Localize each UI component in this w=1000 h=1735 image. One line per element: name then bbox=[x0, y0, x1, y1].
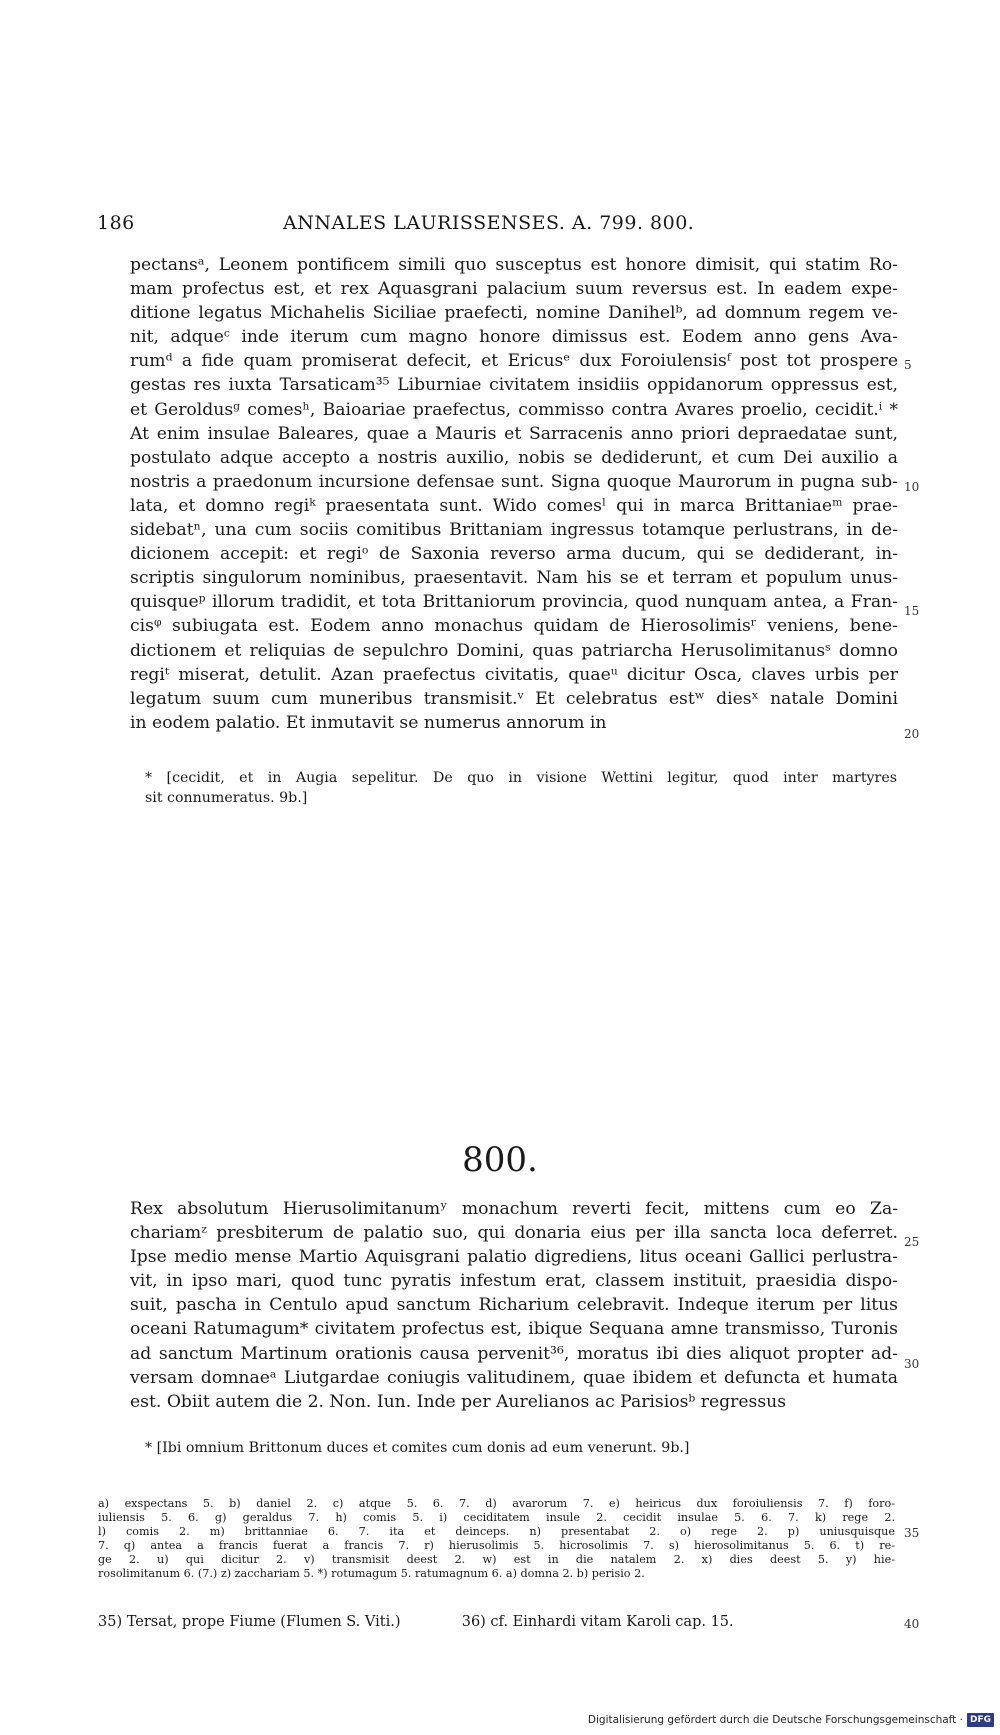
margin-line-number: 15 bbox=[904, 604, 920, 618]
margin-line-number: 5 bbox=[904, 358, 912, 372]
text-line: suit, pascha in Centulo apud sanctum Richarium celebravit. Indeque iterum per litus bbox=[130, 1295, 898, 1316]
variant-readings-apparatus bbox=[98, 1497, 895, 1581]
text-line: pectansᵃ, Leonem pontificem simili quo susceptus est honore dimisit, qui statim Ro- bbox=[130, 255, 898, 275]
text-line: mam profectus est, et rex Aquasgrani palacium suum reversus est. In eadem expe- bbox=[130, 279, 898, 300]
margin-line-number: 35 bbox=[904, 1526, 920, 1540]
text-line: 7. q) antea a francis fuerat a francis 7. r) hierusolimis 5. hicrosolimis 7. s) hierosolimitanus 5. 6. t) re- bbox=[98, 1539, 895, 1552]
margin-line-number: 20 bbox=[904, 727, 920, 741]
footnotes bbox=[98, 1614, 895, 1630]
text-line: l) comis 2. m) brittanniae 6. 7. ita et deinceps. n) presentabat 2. o) rege 2. p) uniusquisque bbox=[98, 1525, 895, 1538]
text-line: * [Ibi omnium Brittonum duces et comites cum donis ad eum venerunt. 9b.] bbox=[145, 1440, 690, 1456]
text-line: rosolimitanum 6. (7.) z) zacchariam 5. *) rotumagum 5. ratumagnum 6. a) domna 2. b) perisio 2. bbox=[98, 1567, 645, 1580]
main-text-800 bbox=[130, 1197, 898, 1414]
text-line: quisqueᵖ illorum tradidit, et tota Brittaniorum provincia, quod nunquam antea, a Fran- bbox=[130, 592, 898, 613]
text-line: sidebatⁿ, una cum sociis comitibus Brittaniam ingressus totamque perlustrans, in de- bbox=[130, 520, 898, 541]
text-line: versam domnaeᵃ Liutgardae coniugis valitudinem, quae ibidem et defuncta et humata bbox=[130, 1367, 898, 1388]
text-line: est. Obiit autem die 2. Non. Iun. Inde per Aurelianos ac Parisiosᵇ regressus bbox=[130, 1391, 787, 1412]
text-line: nostris a praedonum incursione defensae sunt. Signa quoque Maurorum in pugna sub- bbox=[130, 471, 898, 492]
text-line: ge 2. u) qui dicitur 2. v) transmisit deest 2. w) est in die natalem 2. x) dies deest 5. y) hie- bbox=[98, 1553, 895, 1566]
text-line: et Geroldusᵍ comesʰ, Baioariae praefectus, commisso contra Avares proelio, cecidit.ⁱ * bbox=[130, 399, 898, 420]
digitization-text: Digitalisierung gefördert durch die Deutsche Forschungsgemeinschaft · bbox=[587, 1714, 963, 1726]
year-heading-800: 800. bbox=[462, 1140, 538, 1180]
text-line: legatum suum cum muneribus transmisit.ᵛ Et celebratus estʷ diesˣ natale Domini bbox=[130, 688, 898, 709]
main-text-799 bbox=[130, 253, 898, 735]
text-line: dicionem accepit: et regiᵒ de Saxonia reverso arma ducum, qui se dediderant, in- bbox=[130, 544, 898, 565]
text-line: oceani Ratumagum* civitatem profectus est, ibique Sequana amne transmisso, Turonis bbox=[130, 1319, 898, 1340]
digitization-credit bbox=[588, 1713, 994, 1727]
text-line: Rex absolutum Hierusolimitanumʸ monachum reverti fecit, mittens cum eo Za- bbox=[130, 1199, 898, 1219]
text-line: dictionem et reliquias de sepulchro Domini, quas patriarcha Herusolimitanusˢ domno bbox=[130, 640, 898, 661]
text-line: in eodem palatio. Et inmutavit se numerus annorum in bbox=[130, 712, 607, 733]
text-line: postulato adque accepto a nostris auxilio, nobis se dediderunt, et cum Dei auxilio a bbox=[130, 447, 898, 468]
note-wettini bbox=[145, 768, 897, 808]
text-line: nit, adqueᶜ inde iterum cum magno honore dimissus est. Eodem anno gens Ava- bbox=[130, 327, 898, 348]
text-line: Ipse medio mense Martio Aquisgrani palatio digrediens, litus oceani Gallici perlustra- bbox=[130, 1247, 898, 1268]
text-line: sit connumeratus. 9b.] bbox=[145, 790, 308, 806]
note-brittonum bbox=[145, 1438, 897, 1458]
text-line: regiᵗ miserat, detulit. Azan praefectus civitatis, quaeᵘ dicitur Osca, claves urbis per bbox=[130, 664, 898, 685]
margin-line-number: 30 bbox=[904, 1357, 920, 1371]
margin-line-number: 25 bbox=[904, 1235, 920, 1249]
page-number: 186 bbox=[97, 212, 135, 234]
text-line: scriptis singulorum nominibus, praesentavit. Nam his se et terram et populum unus- bbox=[130, 568, 898, 589]
text-line: cisᵠ subiugata est. Eodem anno monachus quidam de Hierosolimisʳ veniens, bene- bbox=[130, 616, 898, 637]
text-line: chariamᶻ presbiterum de palatio suo, qui donaria eius per illa sancta loca deferret. bbox=[130, 1223, 898, 1244]
text-line: lata, et domno regiᵏ praesentata sunt. Wido comesˡ qui in marca Brittaniaeᵐ prae- bbox=[130, 495, 898, 516]
margin-line-number: 10 bbox=[904, 480, 920, 494]
running-title: ANNALES LAURISSENSES. A. 799. 800. bbox=[283, 212, 695, 234]
footnote-36: 36) cf. Einhardi vitam Karoli cap. 15. bbox=[461, 1614, 734, 1630]
text-line: a) exspectans 5. b) daniel 2. c) atque 5. 6. 7. d) avarorum 7. e) heiricus dux foroiuliensis 7. f) foro- bbox=[98, 1497, 895, 1510]
text-line: At enim insulae Baleares, quae a Mauris et Sarracenis anno priori depraedatae sunt, bbox=[130, 423, 898, 444]
text-line: ditione legatus Michahelis Siciliae praefecti, nomine Danihelᵇ, ad domnum regem ve- bbox=[130, 303, 898, 324]
text-line: gestas res iuxta Tarsaticam³⁵ Liburniae civitatem insidiis oppidanorum oppressus est, bbox=[130, 375, 898, 396]
text-line: rumᵈ a fide quam promiserat defecit, et Ericusᵉ dux Foroiulensisᶠ post tot prospere bbox=[130, 351, 898, 372]
text-line: ad sanctum Martinum orationis causa pervenit³⁶, moratus ibi dies aliquot propter ad- bbox=[130, 1343, 898, 1364]
text-line: iuliensis 5. 6. g) geraldus 7. h) comis 5. i) ceciditatem insule 2. cecidit insulae 5. 6. 7. k) rege 2. bbox=[98, 1511, 895, 1524]
text-line: * [cecidit, et in Augia sepelitur. De quo in visione Wettini legitur, quod inter martyres bbox=[145, 770, 897, 786]
margin-line-number: 40 bbox=[904, 1617, 920, 1631]
footnote-35: 35) Tersat, prope Fiume (Flumen S. Viti.) bbox=[98, 1614, 401, 1630]
dfg-logo-icon: DFG bbox=[967, 1713, 994, 1727]
text-line: vit, in ipso mari, quod tunc pyratis infestum erat, classem instituit, praesidia dispo- bbox=[130, 1271, 898, 1292]
